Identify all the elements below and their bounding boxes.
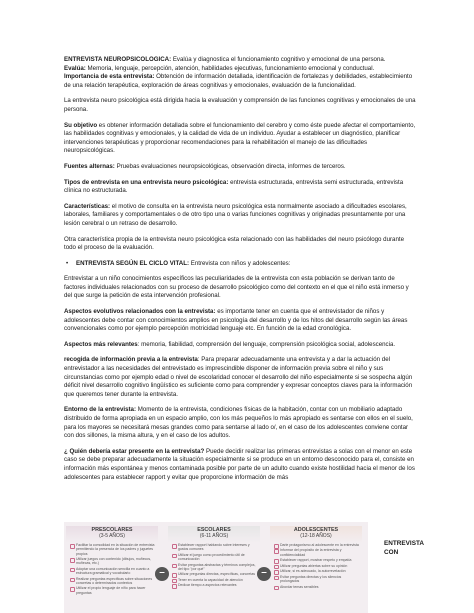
list-item: Utilizar juegos con contenido (dibujos, muñecos, muñecas, etc.) — [76, 557, 156, 566]
term-label: Fuentes alternas: — [64, 162, 115, 170]
term-label: recogida de información previa a la entrevista — [64, 356, 198, 364]
list-item: Utilizar el propio lenguaje de niño para hacer preguntas — [76, 586, 156, 595]
term-label: ENTREVISTA NEUROPSICOLOGICA: — [64, 56, 172, 63]
list-item: Evitar preguntas abstractas y términos complejos, del tipo "por qué" — [178, 563, 258, 572]
column-header — [270, 526, 362, 543]
term-text: es obtener información detallada sobre el funcionamiento del cerebro y como éste puede afectar el comportamiento, las habilidades cognitivas y emocionales, y la calidad de vida de un individuo. Ayudar a establecer un diagnóstico, planificar intervenciones terapéuticas y proporcionar recomendaciones para la rehabilitación el manejo de las dificultades neuropsicológicas. — [64, 121, 416, 155]
term-text: Entrevista con niños y adolescentes: — [189, 259, 291, 267]
minus-icon: – — [155, 567, 169, 581]
list-item: Abordar temas sensibles — [280, 585, 360, 589]
term-label: Evalúa: — [64, 64, 86, 72]
column-title: ESCOLARES — [197, 527, 231, 533]
preschool-column — [66, 526, 158, 613]
paragraph — [64, 356, 416, 399]
document-body — [64, 56, 416, 489]
term-label: ENTREVISTA SEGÚN EL CICLO VITAL: — [76, 259, 190, 267]
list-item: Establecer rapport, mostrar respeto y empatía — [280, 558, 360, 562]
paragraph — [64, 406, 416, 440]
age-groups-figure — [64, 522, 368, 613]
term-label: Entorno de la entrevista: — [64, 406, 136, 414]
paragraph — [64, 122, 416, 156]
column-title: PRESCOLARES — [91, 527, 133, 533]
term-label: Aspectos evolutivos relacionados con la entrevista: — [64, 308, 216, 316]
column-list — [270, 543, 362, 589]
term-text: Pruebas evaluaciones neuropsicológicas, observación directa, informes de terceros. — [114, 162, 346, 170]
term-label: Características: — [64, 202, 111, 210]
column-list — [168, 543, 260, 588]
paragraph: Entrevistar a un niño conocimientos específicos las peculiaridades de la entrevista con esta población se derivan tanto de factores individuales relacionados con su proceso de desarrollo psicológico como del contexto en el que el niño está inmerso y del que surge la petición de esta intervención profesional. — [64, 275, 409, 300]
paragraph — [64, 203, 416, 229]
term-text: el motivo de consulta en la entrevista neuro psicológica esta normalmente asociado a dificultades escolares, laborales, familiares y comportamentales o de otro tipo una o varias funciones cognitivas y originadas presuntamente por una lesión cerebral o un retraso de desarrollo. — [64, 202, 407, 227]
term-text: Puede decidir realizar las primeras entrevistas a solas con el menor en este caso se debe preparar adecuadamente la situación especialmente si se produce en un entorno desconocido para el, consiste en información más espontánea y menos contaminada posible por parte de un adulto cuando existe hostilidad hacia el menor de los adolescentes para establecer rapport y evitar que proporcione información de más — [64, 447, 415, 481]
list-item: Adoptar una comunicación sencilla en cuanto a estructura gramatical y vocabulario — [76, 567, 156, 576]
list-item: Realizar preguntas específicas sobre situaciones concretas o determinados contextos — [76, 577, 156, 586]
term-label: Tipos de entrevista en una entrevista neuro psicológica: — [64, 178, 229, 186]
column-title: ADOLESCENTES — [293, 527, 339, 533]
term-text: Memoria, lenguaje, percepción, atención, habilidades ejecutivas, funcionamiento emocional y conductual. — [85, 64, 375, 72]
term-label: Importancia de esta entrevista: — [64, 73, 155, 81]
term-label: Aspectos más relevantes — [64, 340, 138, 348]
minus-icon: – — [257, 567, 271, 581]
term-text: Obtención de información detallada, identificación de fortalezas y debilidades, establecimiento de una relación terapéutica, exploración de áreas cognitivas y emocionales, evaluación de la funcionalidad. — [64, 73, 413, 89]
list-item: Facilitar la comodidad en la situación de entrevista permitiendo la presencia de los padres y juguetes propios — [76, 543, 155, 556]
list-item: Utilizar preguntas directas, específicas, concretas — [178, 572, 258, 576]
term-label: ¿ Quién debería estar presente en la entrevista? — [64, 447, 205, 455]
list-item: Utilizar preguntas abiertas sobre su opinión — [280, 564, 360, 568]
paragraph — [64, 308, 416, 334]
term-text: Evalúa y diagnostica el funcionamiento cognitivo y emocional de una persona. — [171, 56, 386, 63]
paragraph: La entrevista neuro psicológica está dirigida hacia la evaluación y comprensión de las funciones cognitivas y emocionales de una persona. — [64, 97, 416, 113]
paragraph — [64, 179, 416, 196]
column-header — [66, 526, 158, 543]
paragraph: Otra característica propia de la entrevista neuro psicológica esta relacionado con las habilidades del neuro psicólogo durante todo el proceso de la evaluación. — [64, 235, 404, 252]
list-item: Establecer rapport hablando sobre intereses y gustos comunes — [178, 543, 258, 552]
term-text: entrevista estructurada, entrevista semi estructurada, entrevista clínica no estructurada. — [64, 178, 404, 195]
column-header — [168, 526, 260, 543]
bullet-heading — [64, 260, 416, 269]
term-text: : memoria, fiabilidad, comprensión del lenguaje, comprensión psicológica social, adolescencia. — [137, 340, 396, 348]
school-column — [168, 526, 260, 613]
adolescent-column — [270, 526, 362, 613]
column-subtitle: (3-5 AÑOS) — [99, 533, 125, 540]
list-item: Informar del propósito de la entrevista y confidencialidad — [280, 548, 360, 557]
paragraph — [64, 341, 416, 350]
paragraph — [64, 448, 416, 482]
list-item: Evitar preguntas directas y los silencios prolongados — [280, 575, 360, 584]
list-item: Darle protagonismo al adolescente en la entrevista — [280, 543, 359, 547]
list-item: Utilizar el juego como procedimiento útil de comunicación — [178, 553, 258, 562]
term-text: : Para preparar adecuadamente una entrevista y a dar la actuación del entrevistador a las necesidades del entrevistado es imprescindible disponer de información previa sobre el niño y sus circunstancias como por ejemplo edad o nivel de escolaridad conocer el desarrollo del niño especialmente si se sospecha algún déficit nivel desarrollo cognitivo lingüístico es suficiente como para comprender y expresar conceptos claves para la información que queremos tener durante la entrevista. — [64, 356, 413, 398]
term-label: Su objetivo — [64, 121, 98, 129]
paragraph — [64, 163, 416, 172]
column-list — [66, 543, 158, 595]
intro-paragraph — [64, 56, 416, 90]
column-subtitle: (6-11 AÑOS) — [199, 533, 229, 540]
term-text: es importante tener en cuenta que el entrevistador de niños y adolescentes debe contar con conocimientos amplios en psicología del desarrollo y de los hitos del desarrollo según las áreas convencionales como por ejemplo percepción motricidad lenguaje etc. En función de la edad cronológica. — [64, 308, 408, 333]
list-item: Dedicar tiempo a aspectos relevantes — [178, 583, 258, 587]
side-label: ENTREVISTA CON — [384, 540, 424, 556]
list-item: Tener en cuenta la capacidad de atención — [178, 578, 258, 582]
list-item: Utilizar, si es adecuado, la autorrevelación — [280, 569, 360, 573]
column-subtitle: (12-18 AÑOS) — [300, 533, 332, 540]
term-text: Momento de la entrevista, condiciones físicas de la habitación, contar con un mobiliario adaptado distribuido de forma apropiada en un espacio amplio, con los más pequeños lo más apropiado es sentarse con ellos en el suelo, para los mayores se necesitará mesas grandes como para sentarse al lado o/, en el caso de los adolescentes conviene contar con dos sillones, la misma altura, y en el caso de los adultos. — [64, 406, 413, 440]
